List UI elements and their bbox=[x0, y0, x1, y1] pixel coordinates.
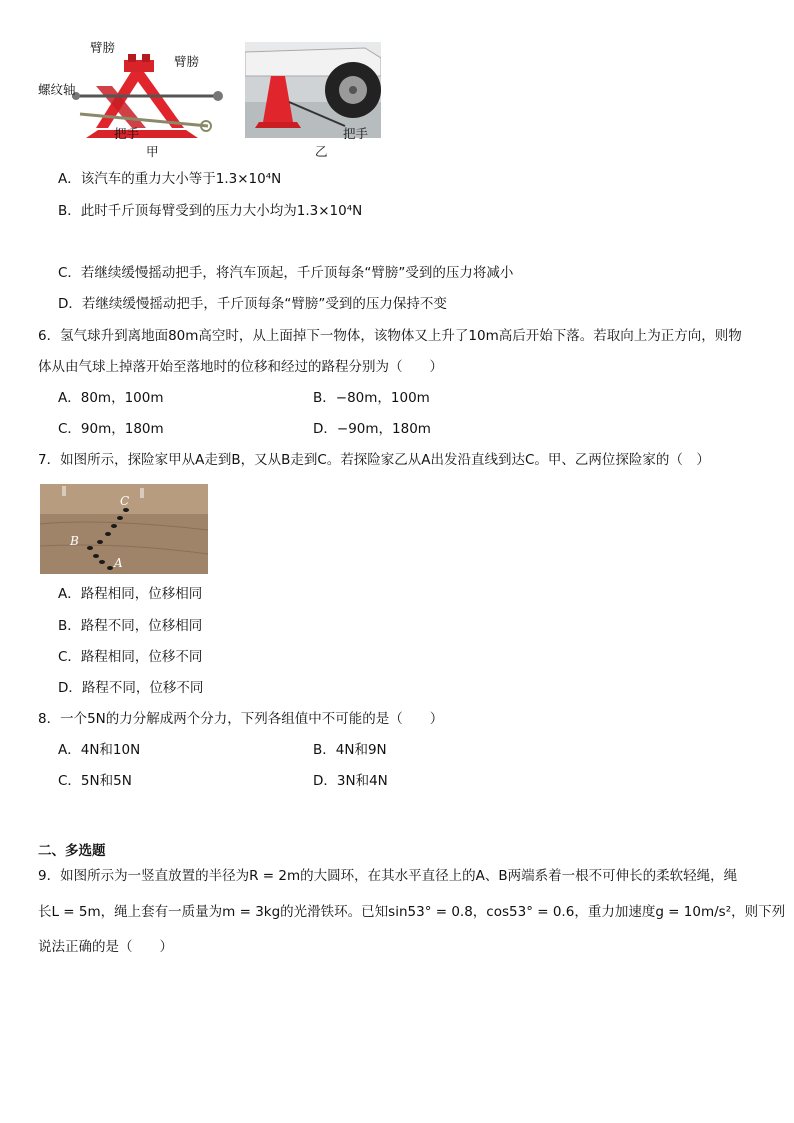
q6-option-d: D．−90m，180m bbox=[313, 421, 431, 437]
q6-stem-line2: 体从由气球上掉落开始至落地时的位移和经过的路程分别为（ ） bbox=[38, 359, 443, 375]
q7-option-d: D．路程不同，位移不同 bbox=[58, 680, 204, 696]
car-figure bbox=[245, 42, 385, 160]
arm-label-right: 臂膀 bbox=[174, 54, 200, 69]
section-heading-multiple-choice: 二、多选题 bbox=[38, 843, 106, 859]
point-label-c: C bbox=[120, 494, 130, 508]
q6-option-a: A．80m，100m bbox=[58, 390, 164, 406]
point-label-a: A bbox=[114, 556, 123, 570]
point-label-b: B bbox=[70, 534, 79, 548]
explorer-figure bbox=[40, 484, 208, 574]
q8-option-c: C．5N和5N bbox=[58, 773, 132, 789]
jack-figure bbox=[36, 42, 236, 160]
q8-option-a: A．4N和10N bbox=[58, 742, 141, 758]
q5-option-a: A．该汽车的重力大小等于1.3×10⁴N bbox=[58, 171, 282, 187]
q7-option-b: B．路程不同，位移相同 bbox=[58, 618, 203, 634]
figure-caption-jia: 甲 bbox=[146, 144, 159, 159]
q5-option-c: C．若继续缓慢摇动把手，将汽车顶起，千斤顶每条“臂膀”受到的压力将减小 bbox=[58, 265, 514, 281]
q9-stem-line2: 长L = 5m，绳上套有一质量为m = 3kg的光滑铁环。已知sin53° = 0.8，cos53° = 0.6，重力加速度g = 10m/s²，则下列 bbox=[38, 904, 786, 920]
screw-shaft-label: 螺纹轴 bbox=[38, 82, 76, 97]
q7-option-c: C．路程相同，位移不同 bbox=[58, 649, 203, 665]
q6-option-c: C．90m，180m bbox=[58, 421, 164, 437]
q7-option-a: A．路程相同，位移相同 bbox=[58, 586, 203, 602]
q8-stem: 8．一个5N的力分解成两个分力，下列各组值中不可能的是（ ） bbox=[38, 711, 444, 727]
q9-stem-line1: 9．如图所示为一竖直放置的半径为R = 2m的大圆环，在其水平直径上的A、B两端系着一根不可伸长的柔软轻绳，绳 bbox=[38, 868, 738, 884]
q8-option-b: B．4N和9N bbox=[313, 742, 387, 758]
q9-stem-line3: 说法正确的是（ ） bbox=[38, 939, 173, 955]
handle-label-jack: 把手 bbox=[114, 126, 140, 141]
arm-label-left: 臂膀 bbox=[90, 40, 116, 55]
figure-caption-yi: 乙 bbox=[315, 144, 328, 159]
q8-option-d: D．3N和4N bbox=[313, 773, 388, 789]
handle-label-car: 把手 bbox=[343, 126, 369, 141]
q5-option-b: B．此时千斤顶每臂受到的压力大小均为1.3×10⁴N bbox=[58, 203, 363, 219]
q7-stem: 7．如图所示，探险家甲从A走到B，又从B走到C。若探险家乙从A出发沿直线到达C。甲、乙两位探险家的（ ） bbox=[38, 452, 710, 468]
q6-option-b: B．−80m，100m bbox=[313, 390, 430, 406]
q5-option-d: D．若继续缓慢摇动把手，千斤顶每条“臂膀”受到的压力保持不变 bbox=[58, 296, 447, 312]
q6-stem-line1: 6．氢气球升到离地面80m高空时，从上面掉下一物体，该物体又上升了10m高后开始下落。若取向上为正方向，则物 bbox=[38, 328, 742, 344]
